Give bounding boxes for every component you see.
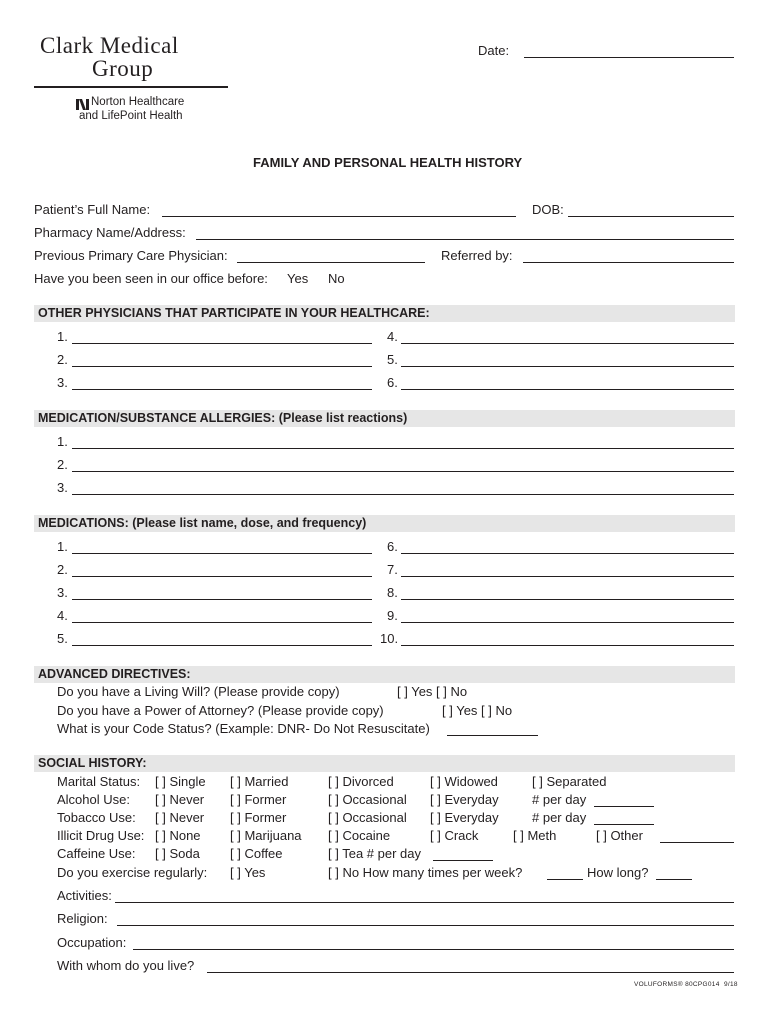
date-field[interactable] <box>524 57 734 58</box>
physicians-header: OTHER PHYSICIANS THAT PARTICIPATE IN YOUR HEALTHCARE: <box>34 305 735 322</box>
marital-label: Marital Status: <box>57 774 141 789</box>
logo-line-2: Group <box>92 56 154 81</box>
pharmacy-field[interactable] <box>196 239 734 240</box>
activities-field[interactable] <box>115 902 734 903</box>
alcohol-label: Alcohol Use: <box>57 792 130 807</box>
med-num-5: 5. <box>57 631 68 646</box>
religion-label: Religion: <box>57 911 108 926</box>
seen-before-label: Have you been seen in our office before: <box>34 271 268 286</box>
drug-marijuana[interactable]: [ ] Marijuana <box>230 828 302 843</box>
physician-num-3: 3. <box>57 375 68 390</box>
times-per-week-field[interactable] <box>547 879 583 880</box>
physician-num-5: 5. <box>387 352 398 367</box>
exercise-label: Do you exercise regularly: <box>57 865 208 880</box>
allergies-header: MEDICATION/SUBSTANCE ALLERGIES: (Please list reactions) <box>34 410 735 427</box>
referred-label: Referred by: <box>441 248 513 263</box>
whom-field[interactable] <box>207 972 734 973</box>
religion-field[interactable] <box>117 925 734 926</box>
marital-widowed[interactable]: [ ] Widowed <box>430 774 498 789</box>
med-field-10[interactable] <box>401 645 734 646</box>
med-num-3: 3. <box>57 585 68 600</box>
drug-cocaine[interactable]: [ ] Cocaine <box>328 828 391 843</box>
med-num-7: 7. <box>387 562 398 577</box>
whom-label: With whom do you live? <box>57 958 195 973</box>
code-status-field[interactable] <box>447 735 538 736</box>
med-field-6[interactable] <box>401 553 734 554</box>
caffeine-tea[interactable]: [ ] Tea # per day <box>328 846 421 861</box>
drug-crack[interactable]: [ ] Crack <box>430 828 479 843</box>
physician-field-5[interactable] <box>401 366 734 367</box>
alcohol-everyday[interactable]: [ ] Everyday <box>430 792 499 807</box>
physician-field-6[interactable] <box>401 389 734 390</box>
occupation-label: Occupation: <box>57 935 127 950</box>
alcohol-per-day-field[interactable] <box>594 806 654 807</box>
med-num-2: 2. <box>57 562 68 577</box>
marital-single[interactable]: [ ] Single <box>155 774 206 789</box>
dob-field[interactable] <box>568 216 734 217</box>
allergy-num-3: 3. <box>57 480 68 495</box>
drug-none[interactable]: [ ] None <box>155 828 201 843</box>
directives-header: ADVANCED DIRECTIVES: <box>34 666 735 683</box>
seen-before-no[interactable]: No <box>328 271 345 286</box>
physician-num-1: 1. <box>57 329 68 344</box>
prev-physician-label: Previous Primary Care Physician: <box>34 248 228 263</box>
alcohol-never[interactable]: [ ] Never <box>155 792 205 807</box>
tobacco-everyday[interactable]: [ ] Everyday <box>430 810 499 825</box>
logo-line-1: Clark Medical <box>40 33 179 58</box>
physician-field-1[interactable] <box>72 343 372 344</box>
footer-date: 9/18 <box>724 981 738 988</box>
tobacco-per-day-label: # per day <box>532 810 587 825</box>
tobacco-label: Tobacco Use: <box>57 810 136 825</box>
med-field-2[interactable] <box>72 576 372 577</box>
patient-name-label: Patient’s Full Name: <box>34 202 151 217</box>
caffeine-coffee[interactable]: [ ] Coffee <box>230 846 283 861</box>
social-header: SOCIAL HISTORY: <box>34 755 735 772</box>
form-title: FAMILY AND PERSONAL HEALTH HISTORY <box>253 155 523 170</box>
medications-header: MEDICATIONS: (Please list name, dose, and frequency) <box>34 515 735 532</box>
patient-name-field[interactable] <box>162 216 516 217</box>
prev-physician-field[interactable] <box>237 262 425 263</box>
med-num-10: 10. <box>380 631 399 646</box>
activities-label: Activities: <box>57 888 112 903</box>
physician-field-4[interactable] <box>401 343 734 344</box>
occupation-field[interactable] <box>133 949 734 950</box>
med-field-3[interactable] <box>72 599 372 600</box>
living-will-label: Do you have a Living Will? (Please provide copy) <box>57 684 340 699</box>
drug-label: Illicit Drug Use: <box>57 828 145 843</box>
marital-divorced[interactable]: [ ] Divorced <box>328 774 394 789</box>
med-num-4: 4. <box>57 608 68 623</box>
poa-label: Do you have a Power of Attorney? (Please provide copy) <box>57 703 384 718</box>
poa-options[interactable]: [ ] Yes [ ] No <box>442 703 513 718</box>
tobacco-former[interactable]: [ ] Former <box>230 810 287 825</box>
caffeine-soda[interactable]: [ ] Soda <box>155 846 200 861</box>
physician-field-2[interactable] <box>72 366 372 367</box>
allergy-num-1: 1. <box>57 434 68 449</box>
drug-other-field[interactable] <box>660 842 734 843</box>
exercise-yes[interactable]: [ ] Yes <box>230 865 266 880</box>
affiliation-line-2: and LifePoint Health <box>79 110 183 122</box>
how-long-field[interactable] <box>656 879 692 880</box>
med-num-6: 6. <box>387 539 398 554</box>
med-num-9: 9. <box>387 608 398 623</box>
allergy-field-1[interactable] <box>72 448 734 449</box>
referred-field[interactable] <box>523 262 734 263</box>
alcohol-occasional[interactable]: [ ] Occasional <box>328 792 407 807</box>
how-long-label: How long? <box>587 865 649 880</box>
med-field-7[interactable] <box>401 576 734 577</box>
allergy-field-2[interactable] <box>72 471 734 472</box>
allergy-field-3[interactable] <box>72 494 734 495</box>
alcohol-per-day-label: # per day <box>532 792 587 807</box>
exercise-no[interactable]: [ ] No How many times per week? <box>328 865 523 880</box>
drug-meth[interactable]: [ ] Meth <box>513 828 557 843</box>
med-field-4[interactable] <box>72 622 372 623</box>
seen-before-yes[interactable]: Yes <box>287 271 309 286</box>
footer-code: VOLUFORMS® 80CPG014 <box>634 981 720 988</box>
med-num-8: 8. <box>387 585 398 600</box>
physician-num-6: 6. <box>387 375 398 390</box>
drug-other[interactable]: [ ] Other <box>596 828 643 843</box>
allergy-num-2: 2. <box>57 457 68 472</box>
logo-divider <box>34 86 228 88</box>
caffeine-per-day-field[interactable] <box>433 860 493 861</box>
physician-field-3[interactable] <box>72 389 372 390</box>
pharmacy-label: Pharmacy Name/Address: <box>34 225 186 240</box>
tobacco-occasional[interactable]: [ ] Occasional <box>328 810 407 825</box>
alcohol-former[interactable]: [ ] Former <box>230 792 287 807</box>
affiliation-line-1: Norton Healthcare <box>91 96 185 108</box>
med-num-1: 1. <box>57 539 68 554</box>
med-field-1[interactable] <box>72 553 372 554</box>
code-status-label: What is your Code Status? (Example: DNR- Do Not Resuscitate) <box>57 721 430 736</box>
date-label: Date: <box>478 43 510 58</box>
tobacco-per-day-field[interactable] <box>594 824 654 825</box>
marital-separated[interactable]: [ ] Separated <box>532 774 607 789</box>
tobacco-never[interactable]: [ ] Never <box>155 810 205 825</box>
med-field-5[interactable] <box>72 645 372 646</box>
med-field-8[interactable] <box>401 599 734 600</box>
physician-num-4: 4. <box>387 329 398 344</box>
med-field-9[interactable] <box>401 622 734 623</box>
marital-married[interactable]: [ ] Married <box>230 774 289 789</box>
physician-num-2: 2. <box>57 352 68 367</box>
living-will-options[interactable]: [ ] Yes [ ] No <box>397 684 468 699</box>
caffeine-label: Caffeine Use: <box>57 846 136 861</box>
dob-label: DOB: <box>532 202 564 217</box>
